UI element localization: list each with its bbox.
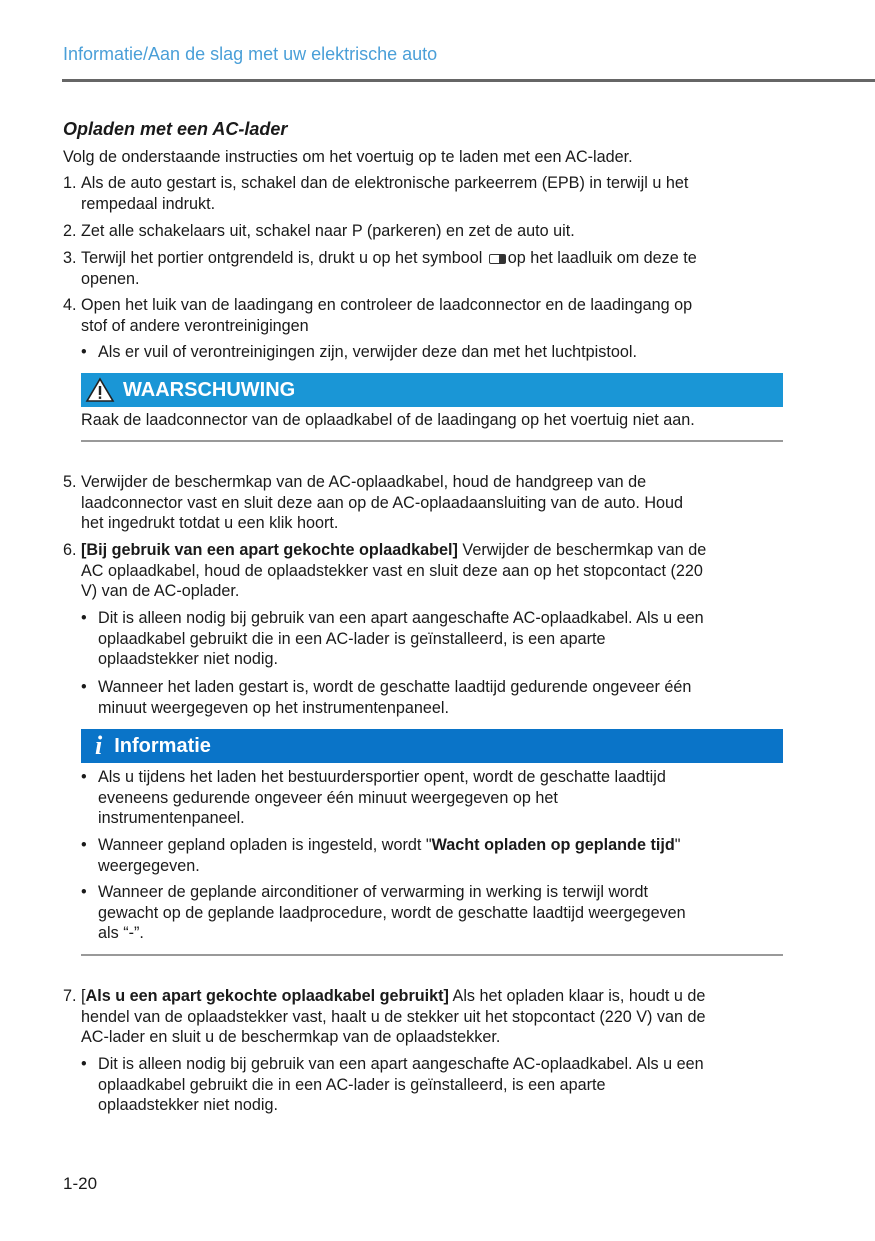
step-6-bullet-2: • Wanneer het laden gestart is, wordt de geschatte laadtijd gedurende ongeveer één minuut weergegeven op het instrumentenpaneel. [81, 678, 692, 717]
info-banner [81, 729, 783, 763]
info-bullet-1: • Als u tijdens het laden het bestuurdersportier opent, wordt de geschatte laadtijd eveneens gedurende ongeveer één minuut weergegeven op het instrumentenpaneel. [81, 768, 666, 828]
charge-door-icon [489, 254, 506, 264]
info-divider [81, 954, 783, 956]
breadcrumb: Informatie/Aan de slag met uw elektrische auto [63, 44, 438, 64]
header-divider [62, 79, 875, 82]
warning-text: Raak de laadconnector van de oplaadkabel of de laadingang op het voertuig niet aan. [81, 411, 695, 429]
warning-triangle-icon [85, 377, 115, 403]
step-7-bullet-1: • Dit is alleen nodig bij gebruik van een apart aangeschafte AC-oplaadkabel. Als u een oplaadkabel gebruikt die in een AC-lader is geïnstalleerd, is een aparte oplaadstekker niet nodig. [81, 1055, 704, 1115]
step-7: 7. [Als u een apart gekochte oplaadkabel gebruikt] Als het opladen klaar is, houdt u de hendel van de oplaadstekker vast, haalt u de stekker uit het stopcontact (220 V) van de AC-lader en sluit u de beschermkap van de oplaadstekker. [63, 987, 706, 1047]
info-icon: i [95, 731, 103, 760]
page-number: 1-20 [63, 1174, 98, 1193]
step-5: 5. Verwijder de beschermkap van de AC-oplaadkabel, houd de handgreep van de laadconnector vast en sluit deze aan op de AC-oplaadaansluiting van de auto. Houd het ingedrukt totdat u een klik hoort. [63, 473, 684, 533]
step-1: 1. Als de auto gestart is, schakel dan de elektronische parkeerrem (EPB) in terwijl u het rempedaal indrukt. [63, 174, 689, 213]
info-title: Informatie [114, 734, 211, 757]
step-3: 3. Terwijl het portier ontgrendeld is, drukt u op het symbool op het laadluik om deze te openen. [63, 249, 697, 288]
step-6: 6. [Bij gebruik van een apart gekochte oplaadkabel] Verwijder de beschermkap van de AC oplaadkabel, houd de oplaadstekker vast en sluit deze aan op het stopcontact (220 V) van de AC-oplader. [63, 541, 707, 601]
step-4: 4. Open het luik van de laadingang en controleer de laadconnector en de laadingang op stof of andere verontreinigingen [63, 296, 693, 335]
step-6-bullet-1: • Dit is alleen nodig bij gebruik van een apart aangeschafte AC-oplaadkabel. Als u een oplaadkabel gebruikt die in een AC-lader is geïnstalleerd, is een aparte oplaadstekker niet nodig. [81, 609, 704, 669]
info-bullet-3: • Wanneer de geplande airconditioner of verwarming in werking is terwijl wordt gewacht op de geplande laadprocedure, wordt de geschatte laadtijd weergegeven als “-”. [81, 883, 686, 943]
intro-text: Volg de onderstaande instructies om het voertuig op te laden met een AC-lader. [63, 148, 633, 166]
step-2: 2. Zet alle schakelaars uit, schakel naar P (parkeren) en zet de auto uit. [63, 222, 575, 240]
info-bullet-2: • Wanneer gepland opladen is ingesteld, wordt "Wacht opladen op geplande tijd" weergegeven. [81, 836, 681, 875]
warning-banner [81, 373, 783, 407]
section-title: Opladen met een AC-lader [63, 119, 288, 139]
warning-divider [81, 440, 783, 442]
warning-title: WAARSCHUWING [123, 378, 296, 401]
step-4-bullet: • Als er vuil of verontreinigingen zijn, verwijder deze dan met het luchtpistool. [81, 343, 637, 361]
